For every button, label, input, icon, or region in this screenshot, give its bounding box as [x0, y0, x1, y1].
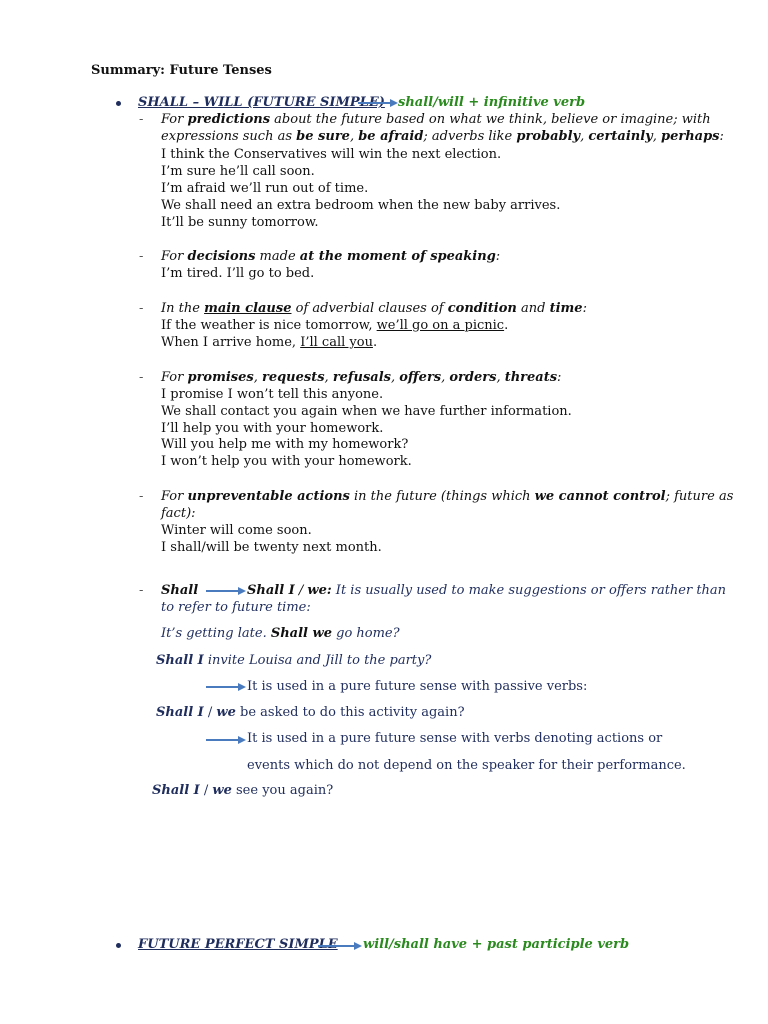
shall-label: Shall — [161, 583, 199, 598]
promises-rule: For promises, requests, refusals, offers, orders, threats: — [161, 370, 562, 385]
dash-marker: - — [139, 301, 144, 316]
right-arrow-icon — [318, 942, 362, 950]
dash-marker: - — [139, 489, 144, 504]
right-arrow-icon — [206, 736, 246, 744]
section-heading-future-perfect: FUTURE PERFECT SIMPLE — [138, 937, 338, 952]
right-arrow-icon — [206, 683, 246, 691]
example-sentence: I’m sure he’ll call soon. — [161, 164, 315, 179]
shall-usage-line1: Shall I / we: It is usually used to make suggestions or offers rather than — [247, 583, 727, 598]
example-sentence: Shall I / we be asked to do this activity again? — [156, 705, 465, 720]
example-sentence: When I arrive home, I’ll call you. — [161, 335, 378, 350]
example-sentence: Winter will come soon. — [161, 523, 312, 538]
example-sentence: Will you help me with my homework? — [161, 437, 409, 452]
example-sentence: We shall need an extra bedroom when the new baby arrives. — [161, 198, 561, 213]
dash-marker: - — [139, 583, 144, 598]
unpreventable-rule-line2: fact): — [161, 506, 196, 521]
bullet-dot-icon — [116, 943, 121, 948]
formula-future-perfect: will/shall have + past participle verb — [363, 937, 630, 952]
unpreventable-rule-line1: For unpreventable actions in the future (things which we cannot control; future as — [161, 489, 734, 504]
formula-future-simple: shall/will + infinitive verb — [398, 95, 586, 110]
example-sentence: I’m tired. I’ll go to bed. — [161, 266, 315, 281]
example-sentence: Shall I invite Louisa and Jill to the party? — [156, 653, 432, 668]
dash-marker: - — [139, 370, 144, 385]
example-sentence: I’m afraid we’ll run out of time. — [161, 181, 369, 196]
example-sentence: It’s getting late. Shall we go home? — [161, 626, 400, 641]
predictions-rule-line1: For predictions about the future based on what we think, believe or imagine; with — [161, 112, 711, 127]
right-arrow-icon — [358, 99, 398, 107]
dash-marker: - — [139, 249, 144, 264]
example-sentence: I won’t help you with your homework. — [161, 454, 412, 469]
example-sentence: It’ll be sunny tomorrow. — [161, 215, 319, 230]
passive-note: It is used in a pure future sense with passive verbs: — [247, 679, 588, 694]
example-sentence: I shall/will be twenty next month. — [161, 540, 382, 555]
dash-marker: - — [139, 112, 144, 127]
predictions-rule-line2: expressions such as be sure, be afraid; adverbs like probably, certainly, perhaps: — [161, 129, 724, 144]
decisions-rule: For decisions made at the moment of speaking: — [161, 249, 501, 264]
example-sentence: Shall I / we see you again? — [152, 783, 334, 798]
verbs-note-line1: It is used in a pure future sense with verbs denoting actions or — [247, 731, 663, 746]
example-sentence: I think the Conservatives will win the next election. — [161, 147, 502, 162]
example-sentence: I’ll help you with your homework. — [161, 421, 384, 436]
right-arrow-icon — [206, 587, 246, 595]
example-sentence: I promise I won’t tell this anyone. — [161, 387, 384, 402]
verbs-note-line2: events which do not depend on the speaker for their performance. — [247, 758, 686, 773]
example-sentence: If the weather is nice tomorrow, we’ll go on a picnic. — [161, 318, 509, 333]
main-clause-rule: In the main clause of adverbial clauses of condition and time: — [161, 301, 587, 316]
example-sentence: We shall contact you again when we have further information. — [161, 404, 572, 419]
page-title: Summary: Future Tenses — [91, 63, 272, 78]
section-heading-future-simple: SHALL – WILL (FUTURE SIMPLE) — [138, 95, 385, 110]
bullet-dot-icon — [116, 101, 121, 106]
shall-usage-line2: to refer to future time: — [161, 600, 311, 615]
